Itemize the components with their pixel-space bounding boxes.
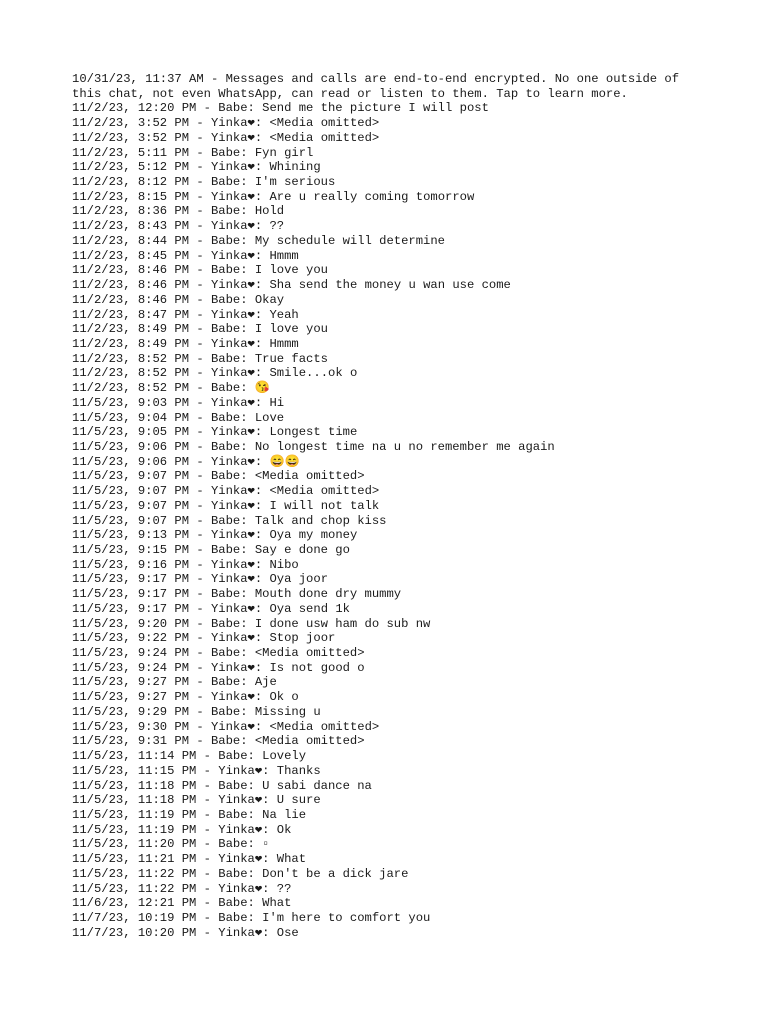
chat-message-line: 11/5/23, 9:27 PM - Yinka❤: Ok o [72, 690, 299, 705]
chat-message-line: 11/2/23, 8:47 PM - Yinka❤: Yeah [72, 307, 299, 322]
chat-message-line: 11/5/23, 9:24 PM - Babe: <Media omitted> [72, 646, 365, 661]
chat-message-line: 11/5/23, 11:15 PM - Yinka❤: Thanks [72, 763, 321, 778]
chat-message-line: 11/2/23, 8:44 PM - Babe: My schedule will determine [72, 233, 445, 248]
chat-message-line: 11/7/23, 10:20 PM - Yinka❤: Ose [72, 925, 299, 940]
chat-message-line: 11/5/23, 9:03 PM - Yinka❤: Hi [72, 395, 285, 410]
chat-message-line: 11/5/23, 9:30 PM - Yinka❤: <Media omitted> [72, 719, 380, 734]
chat-message-line: 11/5/23, 9:17 PM - Yinka❤: Oya joor [72, 572, 329, 587]
chat-message-line: 11/5/23, 9:07 PM - Yinka❤: <Media omitted> [72, 484, 380, 499]
chat-message-line: 11/5/23, 9:29 PM - Babe: Missing u [72, 704, 321, 719]
chat-message-line: 11/5/23, 9:17 PM - Yinka❤: Oya send 1k [72, 601, 350, 616]
chat-message-line: 11/5/23, 11:22 PM - Babe: Don't be a dick jare [72, 866, 409, 881]
chat-message-line: 11/2/23, 8:15 PM - Yinka❤: Are u really coming tomorrow [72, 189, 475, 204]
message-list [72, 101, 712, 940]
chat-message-line: 11/5/23, 9:07 PM - Babe: <Media omitted> [72, 469, 365, 484]
chat-message-line: 11/2/23, 8:36 PM - Babe: Hold [72, 204, 285, 219]
chat-message-line: 11/5/23, 9:07 PM - Babe: Talk and chop kiss [72, 513, 387, 528]
chat-message-line: 11/2/23, 8:46 PM - Babe: Okay [72, 292, 285, 307]
chat-message-line: 11/5/23, 9:06 PM - Babe: No longest time na u no remember me again [72, 439, 555, 454]
chat-message-line: 11/5/23, 9:31 PM - Babe: <Media omitted> [72, 734, 365, 749]
chat-message-line: 11/5/23, 9:24 PM - Yinka❤: Is not good o [72, 660, 365, 675]
encryption-notice: 10/31/23, 11:37 AM - Messages and calls are end-to-end encrypted. No one outside of this chat, not even WhatsApp, can read or listen to them. Tap to learn more. [72, 72, 680, 101]
chat-message-line: 11/2/23, 8:46 PM - Yinka❤: Sha send the money u wan use come [72, 278, 511, 293]
chat-message-line: 11/5/23, 11:18 PM - Yinka❤: U sure [72, 793, 321, 808]
chat-message-line: 11/2/23, 8:49 PM - Babe: I love you [72, 322, 328, 337]
chat-message-line: 11/5/23, 11:22 PM - Yinka❤: ?? [72, 881, 292, 896]
chat-message-line: 11/5/23, 9:16 PM - Yinka❤: Nibo [72, 557, 299, 572]
chat-message-line: 11/5/23, 9:15 PM - Babe: Say e done go [72, 543, 350, 557]
chat-message-line: 11/2/23, 5:12 PM - Yinka❤: Whining [72, 160, 321, 175]
chat-message-line: 11/2/23, 8:45 PM - Yinka❤: Hmmm [72, 248, 299, 263]
chat-message-line: 11/5/23, 11:19 PM - Yinka❤: Ok [72, 822, 292, 837]
chat-message-line: 11/2/23, 5:11 PM - Babe: Fyn girl [72, 145, 314, 160]
chat-message-line: 11/2/23, 8:46 PM - Babe: I love you [72, 263, 328, 278]
chat-message-line: 11/5/23, 9:06 PM - Yinka❤: 😄😄 [72, 454, 300, 469]
chat-message-line: 11/5/23, 11:20 PM - Babe: ▫ [72, 837, 270, 852]
chat-message-line: 11/5/23, 11:14 PM - Babe: Lovely [72, 749, 307, 764]
chat-message-line: 11/2/23, 12:20 PM - Babe: Send me the picture I will post [72, 101, 489, 116]
chat-message-line: 11/2/23, 8:52 PM - Babe: 😘 [72, 381, 271, 396]
chat-message-line: 11/7/23, 10:19 PM - Babe: I'm here to comfort you [72, 910, 431, 925]
chat-message-line: 11/5/23, 11:21 PM - Yinka❤: What [72, 852, 307, 867]
chat-message-line: 11/2/23, 3:52 PM - Yinka❤: <Media omitted> [72, 116, 380, 131]
chat-message-line: 11/5/23, 9:20 PM - Babe: I done usw ham do sub nw [72, 616, 431, 631]
chat-message-line: 11/5/23, 9:22 PM - Yinka❤: Stop joor [72, 631, 336, 646]
chat-message-line: 11/5/23, 11:19 PM - Babe: Na lie [72, 807, 307, 822]
chat-message-line: 11/2/23, 3:52 PM - Yinka❤: <Media omitted> [72, 130, 380, 145]
chat-message-line: 11/2/23, 8:52 PM - Babe: True facts [72, 351, 328, 366]
chat-message-line: 11/2/23, 8:49 PM - Yinka❤: Hmmm [72, 336, 299, 351]
chat-message-line: 11/5/23, 9:17 PM - Babe: Mouth done dry mummy [72, 587, 402, 602]
chat-message-line: 11/5/23, 9:04 PM - Babe: Love [72, 410, 285, 425]
chat-message-line: 11/5/23, 9:27 PM - Babe: Aje [72, 675, 277, 690]
chat-message-line: 11/2/23, 8:52 PM - Yinka❤: Smile...ok o [72, 366, 358, 381]
chat-export-document [72, 72, 712, 940]
chat-message-line: 11/5/23, 9:13 PM - Yinka❤: Oya my money [72, 528, 358, 543]
chat-message-line: 11/2/23, 8:12 PM - Babe: I'm serious [72, 175, 336, 190]
chat-message-line: 11/6/23, 12:21 PM - Babe: What [72, 896, 292, 911]
chat-message-line: 11/5/23, 9:05 PM - Yinka❤: Longest time [72, 425, 358, 440]
chat-message-line: 11/2/23, 8:43 PM - Yinka❤: ?? [72, 219, 285, 234]
chat-message-line: 11/5/23, 11:18 PM - Babe: U sabi dance na [72, 778, 372, 793]
chat-message-line: 11/5/23, 9:07 PM - Yinka❤: I will not talk [72, 498, 380, 513]
